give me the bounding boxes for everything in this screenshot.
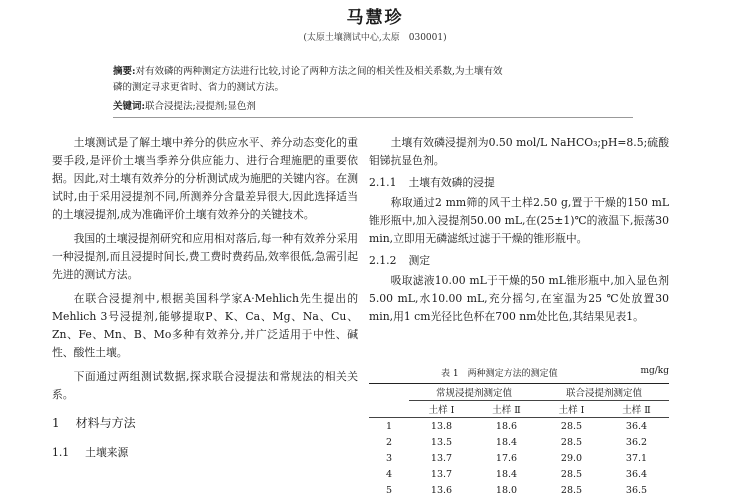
table-caption-title: [441, 366, 558, 379]
table-cell: 13.7: [430, 452, 453, 464]
subsection-number: 1.1: [52, 446, 70, 459]
row-index-cell: 5: [385, 484, 393, 496]
table-cell: 36.4: [625, 468, 648, 480]
table-cell: 36.5: [625, 484, 648, 496]
subsection-2-1-1-title: 土壤有效磷的浸提: [408, 176, 495, 189]
table-cell: 18.4: [495, 436, 518, 448]
table-cell: 18.6: [495, 420, 518, 432]
abstract-label: 摘要:: [113, 66, 136, 77]
results-table: [369, 383, 669, 498]
row-index-cell: 3: [385, 452, 393, 464]
extraction-paragraph: 称取通过2 mm筛的风干土样2.50 g,置于干燥的150 mL锥形瓶中,加入浸提剂50.00 mL,在(25±1)℃的液温下,振荡30 min,立即用无磷滤纸过滤于干燥的锥形瓶中。: [369, 196, 669, 245]
abstract-block: [113, 64, 628, 96]
author-name: 马慧珍: [346, 8, 404, 28]
table-cell: 29.0: [560, 452, 583, 464]
abstract-line-2: 磷的测定寻求更省时、省力的测试方法。: [113, 82, 285, 93]
table-cell: 17.6: [495, 452, 518, 464]
subsection-2-1-2-number: 2.1.2: [369, 254, 397, 267]
header-cell: 土样 Ⅱ: [474, 401, 539, 418]
subsection-heading: [52, 444, 358, 462]
header-divider: [113, 117, 633, 118]
abstract-text-1: 对有效磷的两种测定方法进行比较,讨论了两种方法之间的相关性及相关系数,为土壤有效: [135, 66, 503, 77]
subsection-2-1-2-heading: [369, 252, 669, 270]
header-cell: 土样 Ⅱ: [604, 401, 669, 418]
section-number: 1: [52, 416, 60, 430]
subsection-title: 土壤来源: [85, 446, 129, 459]
subsection-2-1-1-number: 2.1.1: [369, 176, 397, 189]
table-caption-text: 两种测定方法的测定值: [467, 369, 558, 379]
row-index-cell: 1: [385, 420, 393, 432]
table-row: [369, 466, 669, 482]
table-cell: 13.5: [430, 436, 453, 448]
table-cell: 28.5: [560, 468, 583, 480]
table-row: [369, 450, 669, 466]
table-cell: 28.5: [560, 420, 583, 432]
intro-paragraph-4: 下面通过两组测试数据,探求联合浸提法和常规法的相关关系。: [52, 370, 358, 401]
author-affiliation: (太原土壤测试中心,太原 030001): [303, 33, 447, 43]
intro-paragraph-1: 土壤测试是了解土壤中养分的供应水平、养分动态变化的重要手段,是评价土壤当季养分供应能力、进行合理施肥的重要依据。因此,对土壤有效养分的分析测试成为施肥的关键内容。在测试时,由于采用浸提剂不同,所测养分含量差异很大,因此选择适当的土壤浸提剂,成为准确评价土壤有效养分的关键技术。: [52, 136, 358, 221]
keywords-label: 关键词:: [113, 101, 146, 112]
group-header-combined: 联合浸提剂测定值: [539, 384, 669, 401]
row-index-cell: 2: [385, 436, 393, 448]
abstract-line-1: [113, 64, 628, 80]
keywords-line: [113, 98, 256, 112]
table-unit: mg/kg: [640, 366, 669, 376]
table-caption-number: 表 1: [441, 369, 459, 379]
table-header-row: [369, 401, 669, 418]
group-header-conventional: 常规浸提剂测定值: [409, 384, 539, 401]
header-cell: [369, 401, 409, 418]
subsection-2-1-1-heading: [369, 174, 669, 192]
header-cell: 土样 Ⅰ: [409, 401, 474, 418]
reagent-paragraph: 土壤有效磷浸提剂为0.50 mol/L NaHCO₃;pH=8.5;硫酸钼锑抗显色剂。: [369, 136, 669, 167]
table-cell: 13.8: [430, 420, 453, 432]
keywords-text: 联合浸提法;浸提剂;显色剂: [145, 101, 256, 112]
section-title: 材料与方法: [75, 416, 136, 430]
table-group-header-row: [369, 384, 669, 401]
table-corner-cell: [369, 384, 409, 401]
table-cell: 28.5: [560, 484, 583, 496]
measurement-paragraph: 吸取滤液10.00 mL于干燥的50 mL锥形瓶中,加入显色剂5.00 mL,水10.00 mL,充分摇匀,在室温为25 ℃处放置30 min,用1 cm光径比色杯在700 nm处比色,其结果见表1。: [369, 274, 669, 323]
table-row: [369, 418, 669, 435]
table-cell: 18.0: [495, 484, 518, 496]
table-cell: 28.5: [560, 436, 583, 448]
intro-paragraph-3: 在联合浸提剂中,根据美国科学家A·Mehlich先生提出的Mehlich 3号浸提剂,能够提取P、K、Ca、Mg、Na、Cu、Zn、Fe、Mn、B、Mo多种有效养分,并广泛适用于中性、碱性、酸性土壤。: [52, 292, 358, 359]
table-cell: 36.2: [625, 436, 648, 448]
table-cell: 13.6: [430, 484, 453, 496]
left-column: [52, 134, 358, 462]
table-cell: 36.4: [625, 420, 648, 432]
table-row: [369, 482, 669, 498]
subsection-2-1-2-title: 测定: [408, 254, 431, 267]
right-column: [369, 134, 669, 326]
table-cell: 13.7: [430, 468, 453, 480]
table-row: [369, 434, 669, 450]
table-cell: 18.4: [495, 468, 518, 480]
intro-paragraph-2: 我国的土壤浸提剂研究和应用相对落后,每一种有效养分采用一种浸提剂,而且浸提时间长,费工费时费药品,效率很低,急需引起先进的测试方法。: [52, 232, 358, 281]
section-heading: [52, 414, 358, 432]
table-cell: 37.1: [625, 452, 648, 464]
row-index-cell: 4: [385, 468, 393, 480]
header-cell: 土样 Ⅰ: [539, 401, 604, 418]
